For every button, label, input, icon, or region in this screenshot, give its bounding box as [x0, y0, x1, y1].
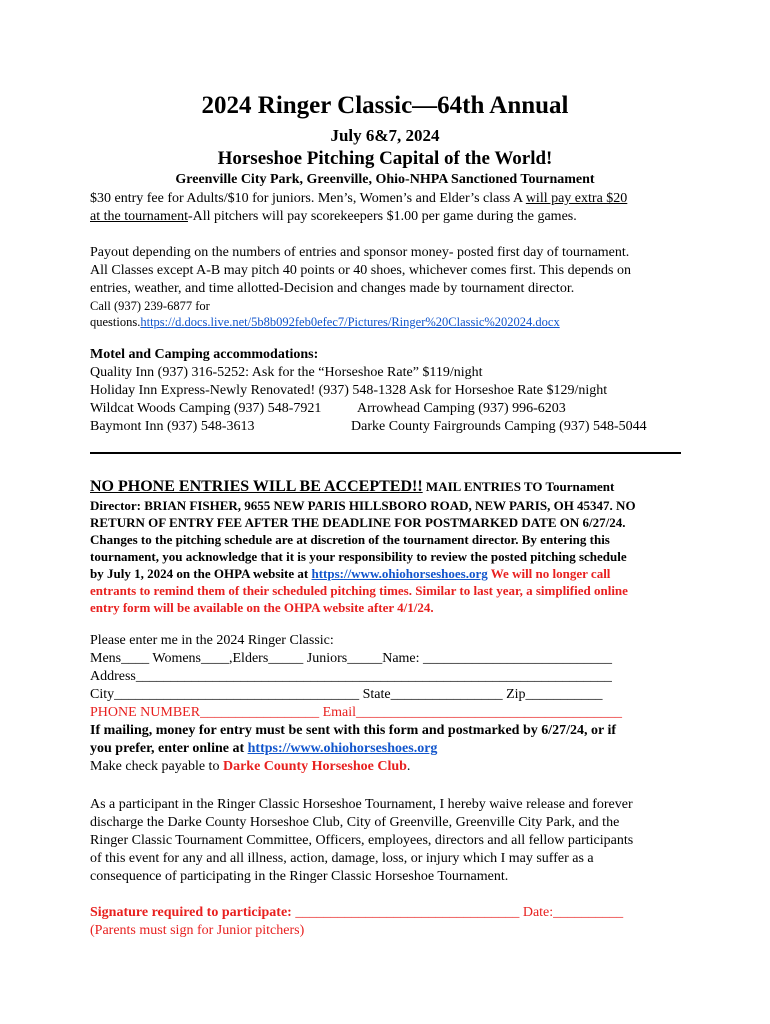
fee-line-1	[90, 190, 627, 208]
online-entry-text: you prefer, enter online at	[90, 741, 248, 756]
no-phone-line	[90, 478, 614, 497]
questions-line	[90, 313, 560, 331]
check-payable-text: Make check payable to	[90, 759, 223, 774]
location: Greenville City Park, Greenville, Ohio-NHPA Sanctioned Tournament	[175, 172, 595, 187]
schedule-website-text: by July 1, 2024 on the OHPA website at	[90, 566, 312, 581]
fee-text: $30 entry fee for Adults/$10 for juniors. Men’s, Women’s and Elder’s class A	[90, 191, 526, 206]
signature-label: Signature required to participate:	[90, 905, 296, 920]
online-entry-line	[90, 740, 437, 758]
signature-field[interactable]: ________________________________	[295, 905, 520, 920]
ohpa-entry-link[interactable]: https://www.ohiohorseshoes.org	[247, 741, 438, 756]
call-line: Call (937) 239-6877 for	[90, 299, 210, 313]
payout-line-2: All Classes except A-B may pitch 40 points or 40 shoes, whichever comes first. This depends on	[90, 263, 631, 278]
lodging-fairgrounds: Darke County Fairgrounds Camping (937) 548-5044	[351, 419, 647, 434]
waiver-line-1: As a participant in the Ringer Classic Horseshoe Tournament, I hereby waive release and forever	[90, 797, 633, 812]
city-state-zip-fields[interactable]: City___________________________________ State________________ Zip___________	[90, 687, 603, 702]
payout-line-1: Payout depending on the numbers of entries and sponsor money- posted first day of tournament.	[90, 245, 630, 260]
parent-signature-note: (Parents must sign for Junior pitchers)	[90, 923, 305, 938]
lodging-holiday-inn: Holiday Inn Express-Newly Renovated! (937) 548-1328 Ask for Horseshoe Rate $129/night	[90, 383, 608, 398]
lodging-quality-inn: Quality Inn (937) 316-5252: Ask for the “Horseshoe Rate” $119/night	[90, 365, 483, 380]
entry-intro: Please enter me in the 2024 Ringer Classic:	[90, 633, 334, 648]
lodging-baymont: Baymont Inn (937) 548-3613	[90, 419, 255, 434]
lodging-wildcat-woods: Wildcat Woods Camping (937) 548-7921	[90, 401, 322, 416]
class-and-name-fields[interactable]: Mens____ Womens____,Elders_____ Juniors_____Name: ___________________________	[90, 651, 613, 666]
waiver-line-4: of this event for any and all illness, action, damage, loss, or injury which I may suffer as a	[90, 851, 594, 866]
tagline: Horseshoe Pitching Capital of the World!	[217, 148, 553, 169]
check-period: .	[406, 759, 411, 774]
date-field[interactable]: Date:__________	[519, 905, 624, 920]
divider	[90, 452, 681, 454]
reminder-notice: entrants to remind them of their scheduled pitching times. Similar to last year, a simplified online	[90, 583, 628, 598]
schedule-changes: Changes to the pitching schedule are at discretion of the tournament director. By entering this	[90, 532, 610, 547]
check-payable-line	[90, 758, 410, 776]
mailing-deadline: If mailing, money for entry must be sent with this form and postmarked by 6/27/24, or if	[90, 723, 617, 738]
no-refund: RETURN OF ENTRY FEE AFTER THE DEADLINE FOR POSTMARKED DATE ON 6/27/24.	[90, 515, 626, 530]
fee-extra: will pay extra $20	[525, 191, 628, 206]
no-call-notice: We will no longer call	[487, 566, 611, 581]
club-name: Darke County Horseshoe Club	[222, 759, 407, 774]
mail-entries-to: MAIL ENTRIES TO Tournament	[422, 479, 615, 494]
event-dates: July 6&7, 2024	[330, 126, 440, 145]
fee-scorekeepers: -All pitchers will pay scorekeepers $1.00 per game during the games.	[187, 209, 577, 224]
no-phone-notice: NO PHONE ENTRIES WILL BE ACCEPTED!!	[90, 478, 423, 495]
docs-link[interactable]: https://d.docs.live.net/5b8b092feb0efec7/Pictures/Ringer%20Classic%202024.docx	[140, 315, 560, 329]
schedule-website-line	[90, 565, 610, 583]
waiver-line-3: Ringer Classic Tournament Committee, Officers, employees, directors and all fellow participants	[90, 833, 634, 848]
page-title: 2024 Ringer Classic—64th Annual	[201, 92, 569, 119]
questions-label: questions.	[90, 315, 141, 329]
director-address: Director: BRIAN FISHER, 9655 NEW PARIS HILLSBORO ROAD, NEW PARIS, OH 45347. NO	[90, 498, 636, 513]
waiver-line-2: discharge the Darke County Horseshoe Club, City of Greenville, Greenville City Park, and the	[90, 815, 620, 830]
fee-line-2	[90, 208, 577, 226]
address-field[interactable]: Address____________________________________________________________________	[90, 669, 612, 684]
lodging-heading: Motel and Camping accommodations:	[90, 347, 319, 362]
online-form-notice: entry form will be available on the OHPA website after 4/1/24.	[90, 600, 434, 615]
signature-line	[90, 904, 623, 922]
ohpa-link[interactable]: https://www.ohiohorseshoes.org	[311, 566, 488, 581]
phone-email-fields[interactable]: PHONE NUMBER_________________ Email______________________________________	[90, 705, 622, 720]
payout-line-3: entries, weather, and time allotted-Decision and changes made by tournament director.	[90, 281, 575, 296]
fee-at-tournament: at the tournament	[90, 209, 188, 224]
waiver-line-5: consequence of participating in the Ringer Classic Horseshoe Tournament.	[90, 869, 509, 884]
lodging-arrowhead: Arrowhead Camping (937) 996-6203	[357, 401, 566, 416]
schedule-responsibility: tournament, you acknowledge that it is your responsibility to review the posted pitching schedule	[90, 549, 627, 564]
